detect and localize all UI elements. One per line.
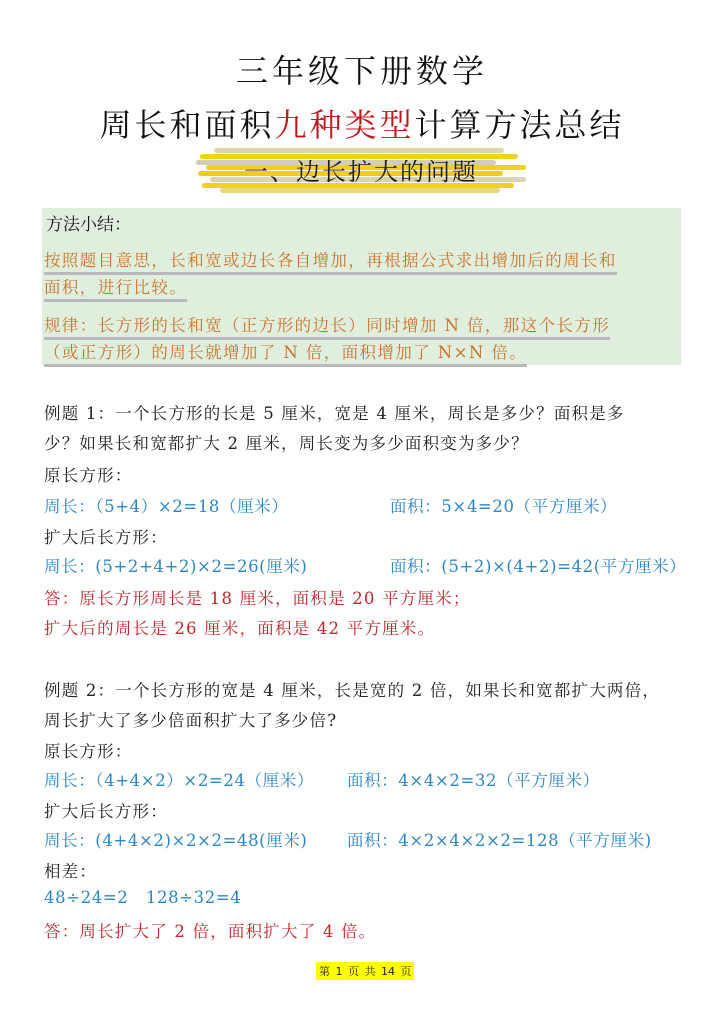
example1-answer: 答：原长方形周长是 18 厘米，面积是 20 平方厘米； [44, 589, 471, 608]
summary-text-line: 按照题目意思，长和宽或边长各自增加，再根据公式求出增加后的周长和 [44, 247, 617, 275]
example2-question: 例题 2：一个长方形的宽是 4 厘米，长是宽的 2 倍，如果长和宽都扩大两倍， [44, 681, 661, 700]
subtitle-part1: 周长和面积 [99, 106, 275, 144]
section-heading: 一、边长扩大的问题 [244, 158, 478, 186]
example1-expanded-area: 面积：(5+2)×(4+2)=42(平方厘米） [390, 557, 687, 576]
example1-original-perimeter: 周长：（5+4）×2=18（厘米） [44, 497, 289, 516]
example1-question-cont: 少？如果长和宽都扩大 2 厘米，周长变为多少面积变为多少？ [44, 434, 529, 453]
example2-original-area: 面积：4×4×2=32（平方厘米） [347, 771, 600, 790]
example2-original-perimeter: 周长：（4+4×2）×2=24（厘米） [44, 771, 314, 790]
subtitle-highlight: 九种类型 [274, 106, 415, 144]
rule-text-line: （或正方形）的周长就增加了 N 倍，面积增加了 N×N 倍。 [44, 339, 527, 367]
example1-original-area: 面积：5×4=20（平方厘米） [390, 497, 618, 516]
example1-question: 例题 1：一个长方形的长是 5 厘米，宽是 4 厘米，周长是多少？面积是多 [44, 404, 625, 423]
example2-difference-calc: 48÷24=2 128÷32=4 [44, 888, 242, 907]
example2-expanded-area: 面积：4×2×4×2×2=128（平方厘米) [347, 831, 652, 850]
example2-expanded-perimeter: 周长：(4+4×2)×2×2=48(厘米) [44, 831, 308, 850]
example2-expanded-label: 扩大后长方形： [44, 802, 168, 821]
document-subtitle [0, 100, 724, 146]
example2-original-label: 原长方形： [44, 742, 133, 761]
subtitle-part2: 计算方法总结 [414, 106, 625, 144]
example2-difference-label: 相差： [44, 862, 98, 881]
summary-text-line: 面积，进行比较。 [44, 274, 187, 302]
example2-answer: 答：周长扩大了 2 倍，面积扩大了 4 倍。 [44, 922, 377, 941]
page-indicator: 第 1 页 共 14 页 [316, 962, 414, 980]
example1-answer-cont: 扩大后的周长是 26 厘米，面积是 42 平方厘米。 [44, 619, 436, 638]
example1-expanded-perimeter: 周长：(5+2+4+2)×2=26(厘米) [44, 557, 308, 576]
rule-text-line: 规律：长方形的长和宽（正方形的边长）同时增加 N 倍，那这个长方形 [44, 312, 610, 340]
summary-label: 方法小结： [46, 215, 131, 235]
example1-original-label: 原长方形： [44, 466, 133, 485]
document-title: 三年级下册数学 [235, 52, 488, 90]
example2-question-cont: 周长扩大了多少倍面积扩大了多少倍? [44, 711, 338, 730]
example1-expanded-label: 扩大后长方形： [44, 528, 168, 547]
